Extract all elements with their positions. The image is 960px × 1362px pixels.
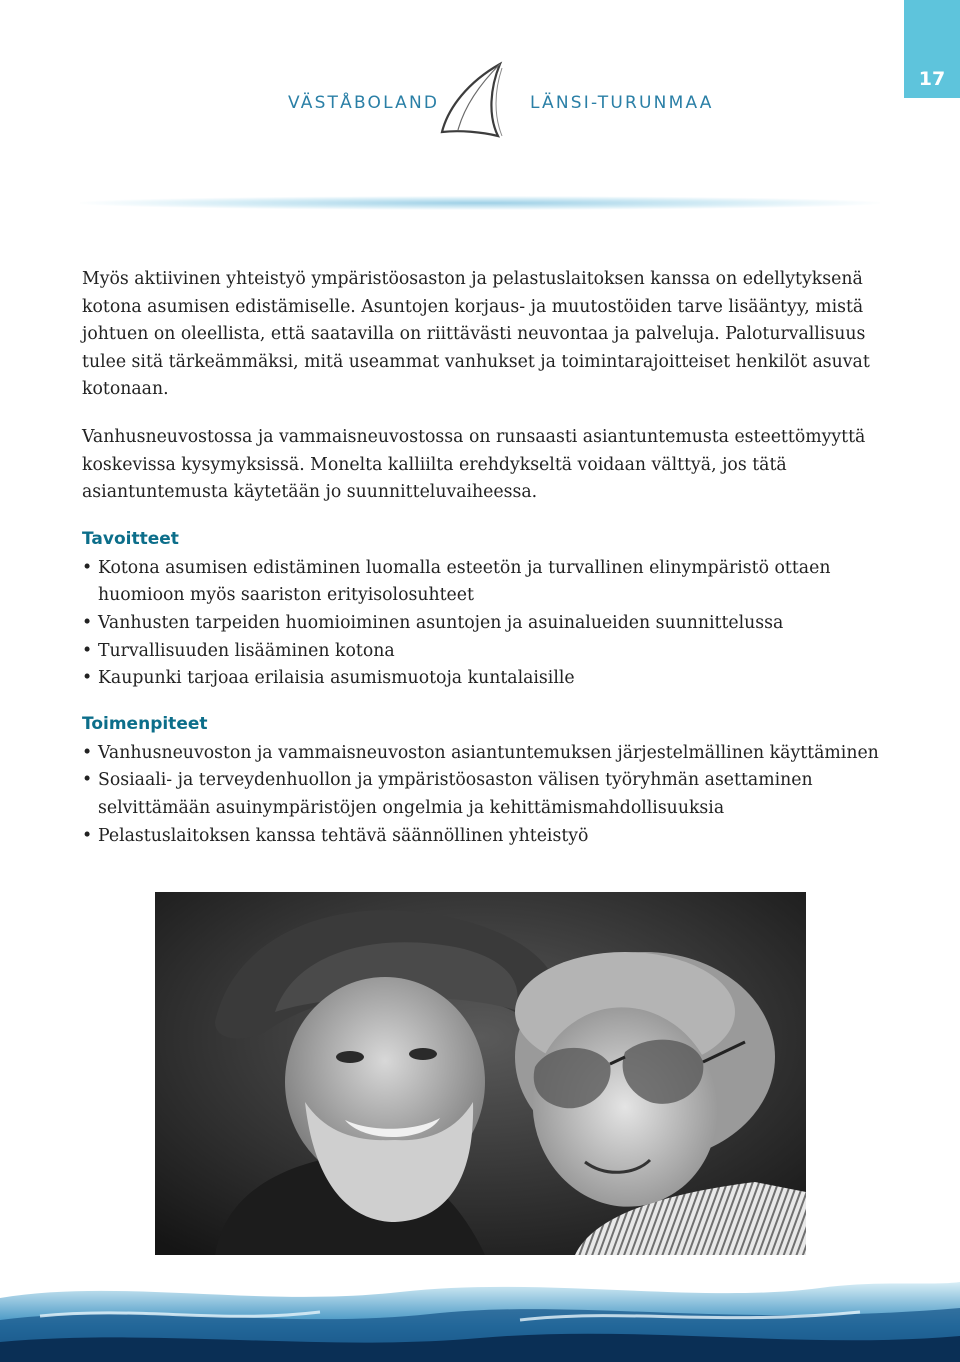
page-number-tab: [904, 0, 960, 98]
list-item-text: Turvallisuuden lisääminen kotona: [98, 640, 395, 661]
brand-lansi-turunmaa: LÄNSI-TURUNMAA: [530, 93, 714, 113]
bullet: •: [82, 742, 93, 763]
bullet: •: [82, 612, 93, 633]
list-item-text: Vanhusten tarpeiden huomioiminen asuntojen ja asuinalueiden suunnittelussa: [98, 612, 784, 633]
paragraph-councils: Vanhusneuvostossa ja vammaisneuvostossa on runsaasti asiantuntemusta esteettömyyttä koskevissa kysymyksissä. Monelta kalliilta erehdykseltä voidaan välttyä, jos tätä asiantuntemusta käytetään jo suunnitteluvaiheessa.: [82, 426, 866, 503]
measures-list: [82, 740, 882, 850]
list-item-text: Pelastuslaitoksen kanssa tehtävä säännöllinen yhteistyö: [98, 825, 589, 846]
header-divider: [80, 196, 880, 210]
sail-logo-icon: [438, 60, 510, 140]
bullet: •: [82, 770, 93, 791]
list-item: [82, 767, 882, 822]
goals-list: [82, 555, 882, 693]
bullet: •: [82, 640, 93, 661]
list-item: [82, 740, 882, 768]
page-number: 17: [918, 68, 946, 90]
list-item: [82, 638, 882, 666]
brand-vastaboland: VÄSTÅBOLAND: [288, 93, 440, 113]
bullet: •: [82, 557, 93, 578]
list-item-text: Kotona asumisen edistäminen luomalla esteetön ja turvallinen elinympäristö ottaen huomioon myös saariston erityisolosuhteet: [98, 557, 831, 606]
list-item: [82, 823, 882, 851]
list-item-text: Kaupunki tarjoaa erilaisia asumismuotoja kuntalaisille: [98, 668, 575, 689]
bullet: •: [82, 668, 93, 689]
paragraph-cooperation: Myös aktiivinen yhteistyö ympäristöosaston ja pelastuslaitoksen kanssa on edellytyksenä kotona asumisen edistämiselle. Asuntojen korjaus- ja muutostöiden tarve lisääntyy, mistä johtuen on oleellista, että saatavilla on riittävästi neuvontaa ja palveluja. Paloturvallisuus tulee sitä tärkeämmäksi, mitä useammat vanhukset ja toimintarajoitteiset henkilöt asuvat kotonaan.: [82, 269, 870, 400]
measures-heading: Toimenpiteet: [82, 713, 208, 734]
goals-heading: Tavoitteet: [82, 528, 179, 549]
list-item: [82, 610, 882, 638]
bullet: •: [82, 825, 93, 846]
wave-footer: [0, 1258, 960, 1362]
list-item: [82, 665, 882, 693]
list-item: [82, 555, 882, 610]
list-item-text: Sosiaali- ja terveydenhuollon ja ympäristöosaston välisen työryhmän asettaminen selvittämään asuinympäristöjen ongelmia ja kehittämismahdollisuuksia: [98, 770, 813, 818]
list-item-text: Vanhusneuvoston ja vammaisneuvoston asiantuntemuksen järjestelmällinen käyttäminen: [98, 742, 879, 763]
elderly-couple-photo: [155, 892, 806, 1255]
main-content: [82, 266, 882, 869]
